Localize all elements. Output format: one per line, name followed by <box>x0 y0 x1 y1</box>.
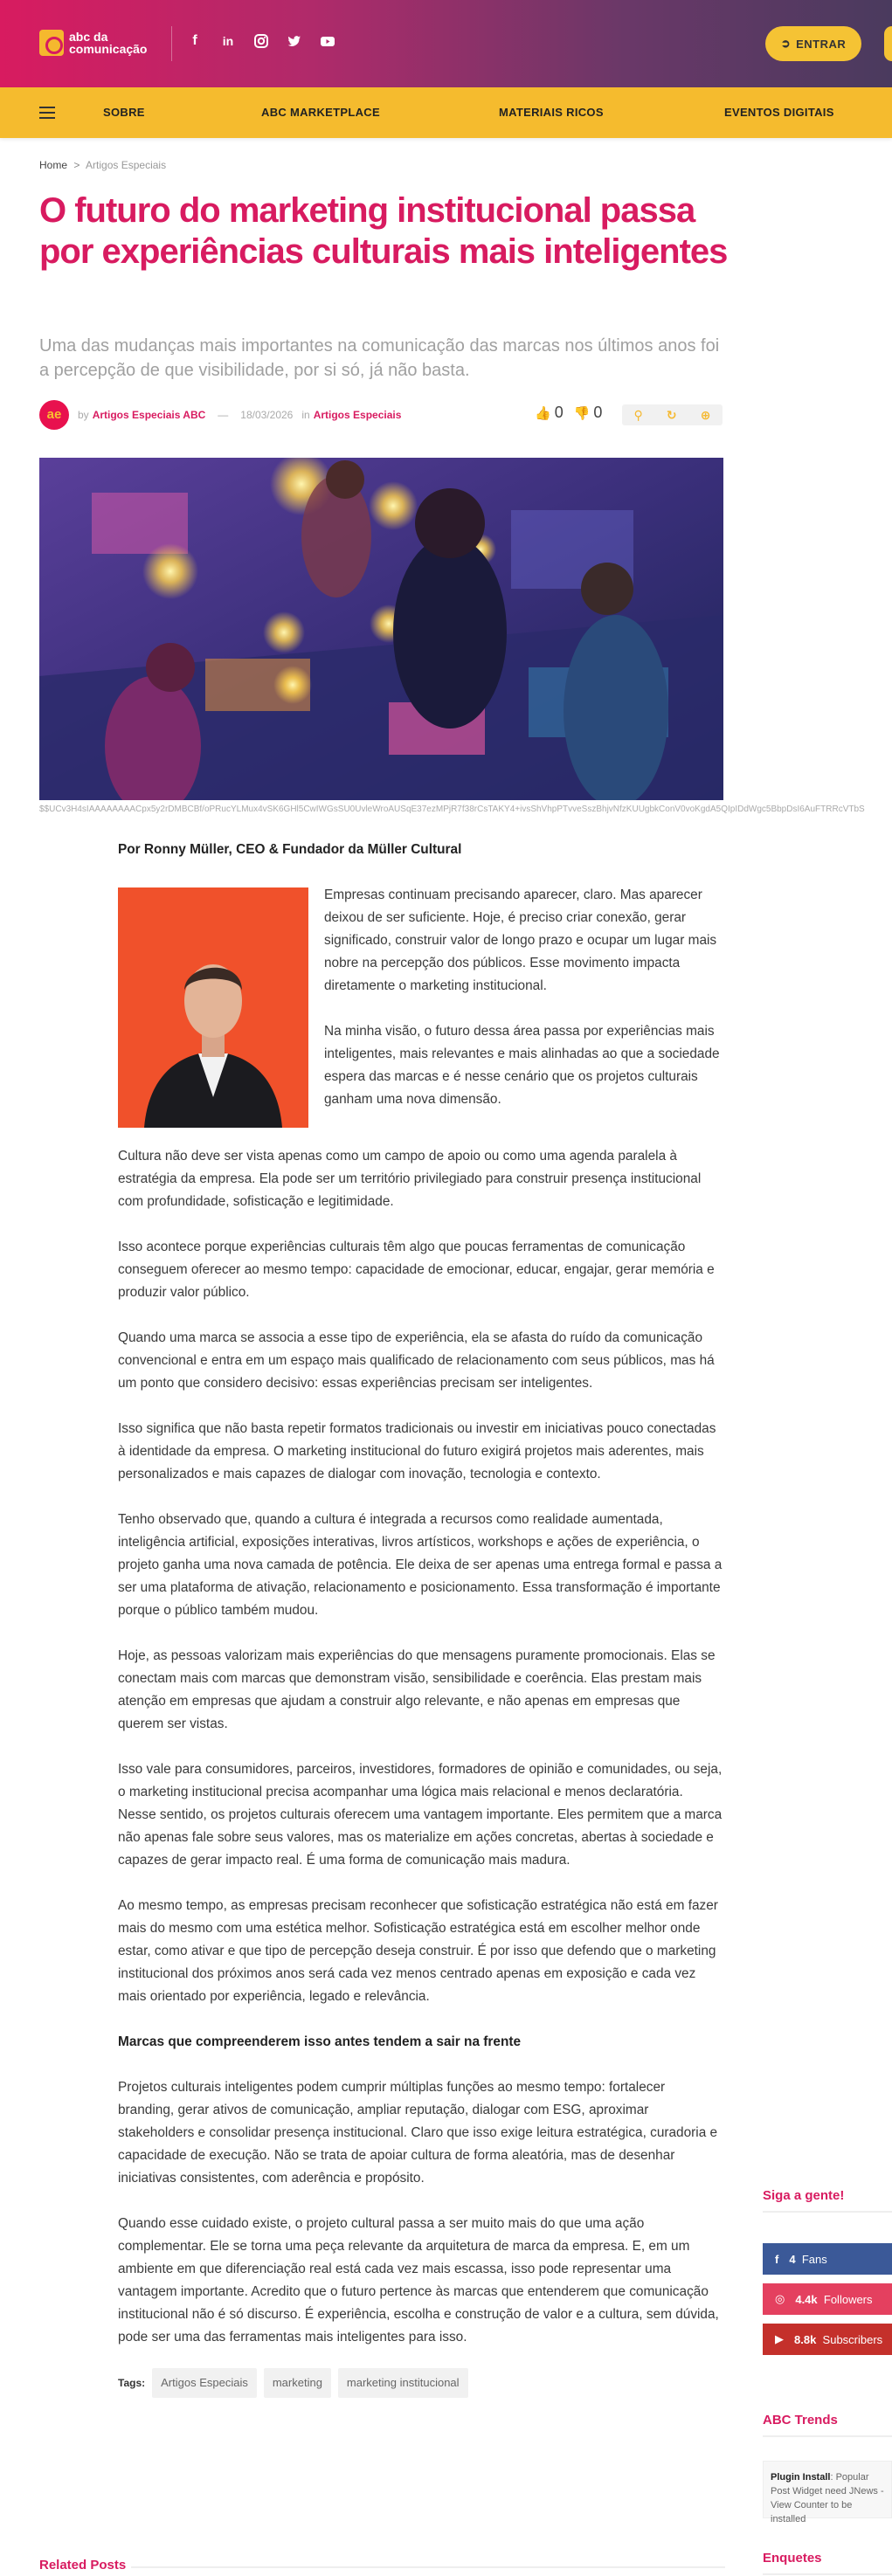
youtube-subscribers-button[interactable] <box>763 2324 892 2355</box>
facebook-fans-button[interactable] <box>763 2243 892 2275</box>
logo-text <box>69 31 147 55</box>
twitter-icon[interactable] <box>287 33 302 49</box>
linkedin-icon[interactable]: in <box>222 34 234 48</box>
paragraph: Projetos culturais inteligentes podem cumprir múltiplas funções ao mesmo tempo: fortalecer branding, gerar ativos de comunicação, ampliar reputação, dialogar com ESG, aproximar stakeholders e consolidar presença institucional. Claro que isso exige leitura estratégica, curadoria e capacidade de execução. Não se trata de apoiar cultura de forma aleatória, mas de desenhar iniciativas consistentes, com aderência e propósito. <box>118 2080 718 2186</box>
intro-block <box>118 884 723 1145</box>
related-divider <box>131 2566 725 2568</box>
logo-line1: abc da <box>69 30 108 44</box>
featured-image <box>39 458 723 800</box>
related-posts-heading: Related Posts <box>39 2558 127 2573</box>
facebook-icon: f <box>775 2252 779 2266</box>
fans-count: 4 <box>789 2252 796 2266</box>
facebook-icon[interactable]: f <box>192 33 197 48</box>
post-tags <box>118 2368 723 2398</box>
followers-count: 4.4k <box>795 2292 818 2306</box>
logo-mark <box>39 30 64 56</box>
follow-heading: Siga a gente! <box>763 2188 845 2203</box>
author-photo <box>118 887 308 1128</box>
paragraph: Hoje, as pessoas valorizam mais experiências do que mensagens puramente promocionais. Elas se conectam mais com marcas que demonstram visão, sensibilidade e coerência. Elas prestam mais atenção em empresas que ajudam a construir algo relevante, e não apenas em empresas que querem ser vistas. <box>118 1648 716 1731</box>
fans-label: Fans <box>801 2252 827 2266</box>
reset-icon[interactable]: ↻ <box>666 407 677 422</box>
article-body <box>118 839 723 2398</box>
menu-icon[interactable] <box>39 107 55 119</box>
header-divider <box>171 26 172 61</box>
site-logo[interactable] <box>39 30 147 56</box>
meta-by: by <box>78 409 89 421</box>
vote-buttons <box>535 404 602 422</box>
post-date: 18/03/2026 <box>240 409 294 421</box>
subscribers-count: 8.8k <box>794 2332 817 2346</box>
like-count: 0 <box>554 404 564 421</box>
image-caption: $$UCv3H4sIAAAAAAAACpx5y2rDMBCBf/oPRucYLMux4vSK6GHl5CwIWGsSU0UvleWroAUSqE37ezMPjR7f38rCsTAKY4+ivsShVhpPTvveSszBhjvNfzKUUgbkConV0voKgdA5QIpIDdWgc5BbpDsI6AuFTRRcVTbS <box>39 805 865 814</box>
polls-heading: Enquetes <box>763 2551 822 2566</box>
trends-divider <box>763 2435 892 2437</box>
trends-notice <box>763 2461 892 2524</box>
page-subtitle: Uma das mudanças mais importantes na comunicação das marcas nos últimos anos foi a percepção de que visibilidade, por si só, já não basta. <box>39 336 720 380</box>
tag-link[interactable]: marketing institucional <box>338 2368 468 2398</box>
dislike-count: 0 <box>593 404 603 421</box>
youtube-icon[interactable] <box>320 33 335 49</box>
paragraph: Isso acontece porque experiências culturais têm algo que poucas ferramentas de comunicação conseguem oferecer ao mesmo tempo: capacidade de emocionar, educar, engajar, gerar memória e produzir valor público. <box>118 1240 715 1300</box>
login-icon: ➲ <box>780 37 792 50</box>
instagram-icon: ◎ <box>775 2292 785 2305</box>
trends-notice-title: Plugin Install <box>771 2472 831 2483</box>
tag-link[interactable]: Artigos Especiais <box>152 2368 257 2398</box>
zoom-in-icon[interactable]: ⊕ <box>700 407 711 422</box>
dislike-button[interactable] <box>574 404 603 422</box>
followers-label: Followers <box>823 2292 873 2306</box>
post-meta <box>39 400 401 430</box>
paragraph: Isso vale para consumidores, parceiros, investidores, formadores de opinião e comunidades, ou seja, o marketing institucional precisa acompanhar uma lógica mais relacional e menos declaratória. Nesse sentido, os projetos culturais oferecem uma vantagem importante. Eles permitem que a marca não apenas fale sobre seus valores, mas os materialize em ações concretas, abertas à sociedade e capazes de gerar impacto real. É uma forma de comunicação mais madura. <box>118 1762 723 1868</box>
trends-notice-text: : Popular Post Widget need JNews - View Counter to be installed <box>771 2472 884 2524</box>
paragraph: Empresas continuam precisando aparecer, claro. Mas aparecer deixou de ser suficiente. Hoje, é preciso criar conexão, gerar significado, construir valor de longo prazo e ocupar um lugar mais nobre na percepção dos públicos. Esse movimento impacta diretamente o marketing institucional. <box>324 887 717 993</box>
paragraph: Quando esse cuidado existe, o projeto cultural passa a ser muito mais do que uma ação complementar. Ele se torna uma peça relevante da arquitetura de marca da empresa. E, em um ambiente em que diferenciação real está cada vez mais escassa, isso pode representar uma vantagem importante. Acredito que o futuro pertence às marcas que entenderem que comunicação institucional não é só discurso. É experiência, escolha e construção de valor e a cultura, sem dúvida, pode ser uma das ferramentas mais inteligentes para isso. <box>118 2216 719 2345</box>
thumbs-up-icon: 👍 <box>535 406 551 421</box>
paragraph: Ao mesmo tempo, as empresas precisam reconhecer que sofisticação estratégica não está em fazer mais do mesmo com uma estética melhor. Sofisticação estratégica está em escolher melhor onde estar, como ativar e que tipo de percepção deseja construir. É por isso que defendo que o marketing institucional dos próximos anos será cada vez menos centrado apenas em exposição e cada vez mais orientado por experiência, legado e relevância. <box>118 1898 718 2004</box>
paragraph: Tenho observado que, quando a cultura é integrada a recursos como realidade aumentada, inteligência artificial, exposições interativas, livros artísticos, workshops e ações de experiência, o projeto ganha uma nova camada de potência. Ele deixa de ser apenas uma entrega formal e passa a ser uma plataforma de ativação, relacionamento e posicionamento. Essa transformação é importante porque o público também mudou. <box>118 1512 723 1618</box>
paragraph: Cultura não deve ser vista apenas como um campo de apoio ou como uma agenda paralela à estratégia da empresa. Ela pode ser um território privilegiado para construir presença institucional com profundidade, sofisticação e legitimidade. <box>118 1149 702 1209</box>
paragraph: Isso significa que não basta repetir formatos tradicionais ou investir em iniciativas pouco conectadas à identidade da empresa. O marketing institucional do futuro exigirá projetos mais aderentes, mais personalizados e mais capazes de dialogar com inovação, tecnologia e contexto. <box>118 1421 716 1481</box>
breadcrumb-home[interactable]: Home <box>39 159 68 171</box>
article-byline: Por Ronny Müller, CEO & Fundador da Müller Cultural <box>118 842 462 857</box>
header-social-links <box>187 33 335 49</box>
category-link[interactable]: Artigos Especiais <box>313 409 402 421</box>
thumbs-down-icon: 👎 <box>573 406 591 421</box>
paragraph: Na minha visão, o futuro dessa área passa por experiências mais inteligentes, mais relevantes e mais alinhadas ao que a sociedade espera das marcas e é nesse cenário que os projetos culturais ganham uma nova dimensão. <box>324 1024 720 1107</box>
polls-divider <box>763 2573 892 2575</box>
author-avatar[interactable]: ae <box>39 400 69 430</box>
paragraph: Quando uma marca se associa a esse tipo de experiência, ela se afasta do ruído da comunicação convencional e entra em um espaço mais qualificado de relacionamento com seus públicos, mas há um ponto que considero decisivo: essas experiências precisam ser inteligentes. <box>118 1330 715 1391</box>
youtube-icon: ▶ <box>775 2332 784 2345</box>
trends-heading: ABC Trends <box>763 2413 838 2428</box>
author-link[interactable]: Artigos Especiais ABC <box>92 409 206 421</box>
meta-in: in <box>301 409 310 421</box>
page-title: O futuro do marketing institucional passa por experiências culturais mais inteligentes <box>39 191 728 271</box>
logo-line2: comunicação <box>69 42 148 56</box>
instagram-followers-button[interactable] <box>763 2283 892 2315</box>
main-nav <box>0 87 892 138</box>
login-label: ENTRAR <box>796 37 847 51</box>
breadcrumb-separator: > <box>73 159 80 171</box>
header-edge-button[interactable] <box>884 26 892 61</box>
breadcrumb <box>39 159 166 171</box>
nav-item-eventos-digitais[interactable]: EVENTOS DIGITAIS <box>724 106 834 119</box>
instagram-icon[interactable] <box>253 33 269 49</box>
text-tools <box>622 404 723 425</box>
tag-link[interactable]: marketing <box>264 2368 331 2398</box>
like-button[interactable] <box>535 404 564 422</box>
tags-label: Tags: <box>118 2377 146 2389</box>
meta-dash: — <box>218 409 229 421</box>
follow-divider <box>763 2211 892 2213</box>
breadcrumb-current[interactable]: Artigos Especiais <box>86 159 167 171</box>
nav-item-marketplace[interactable]: ABC MARKETPLACE <box>261 106 380 119</box>
zoom-out-icon[interactable]: ⚲ <box>633 407 643 422</box>
subscribers-label: Subscribers <box>822 2332 883 2346</box>
article-subheading: Marcas que compreenderem isso antes tendem a sair na frente <box>118 2034 522 2049</box>
nav-item-sobre[interactable]: SOBRE <box>103 106 145 119</box>
login-button[interactable] <box>765 26 861 61</box>
nav-item-materiais-ricos[interactable]: MATERIAIS RICOS <box>499 106 604 119</box>
site-header <box>0 0 892 87</box>
